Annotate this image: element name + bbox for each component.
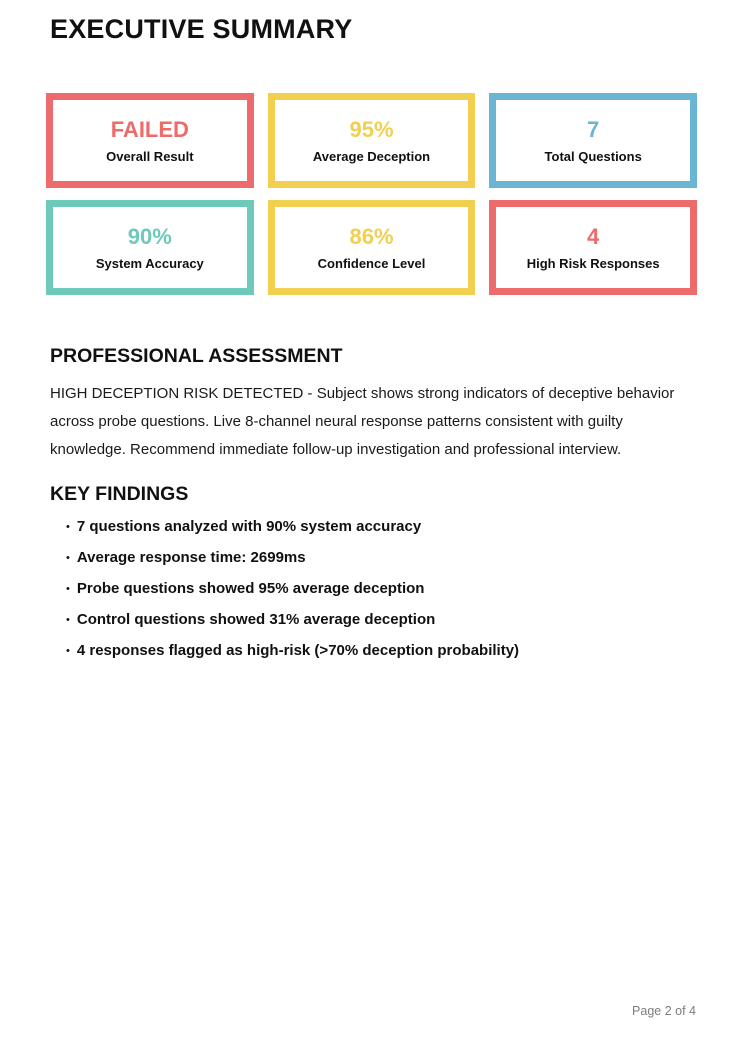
page-number: Page 2 of 4 (632, 1004, 696, 1018)
stat-card (46, 200, 254, 295)
finding-item: • Probe questions showed 95% average deception (66, 581, 686, 598)
key-findings-list (66, 519, 686, 674)
key-findings-heading: KEY FINDINGS (50, 483, 189, 505)
finding-item: • Average response time: 2699ms (66, 550, 686, 567)
stat-card-value: 86% (349, 223, 394, 249)
stat-card-value: FAILED (110, 116, 189, 142)
stat-card-value: 90% (127, 223, 172, 249)
stat-card-label: Average Deception (312, 148, 431, 164)
summary-cards-grid (46, 93, 697, 295)
professional-assessment-body: HIGH DECEPTION RISK DETECTED - Subject shows strong indicators of deceptive behavior across probe questions. Live 8-channel neural response patterns consistent with guilty knowledge. Recommend immediate follow-up investigation and professional interview. (50, 385, 675, 458)
stat-card-label: Overall Result (106, 148, 194, 164)
stat-card (268, 200, 476, 295)
stat-card (489, 93, 697, 188)
professional-assessment-heading: PROFESSIONAL ASSESSMENT (50, 345, 343, 367)
page-title: EXECUTIVE SUMMARY (50, 14, 353, 44)
stat-card-value: 95% (349, 116, 394, 142)
finding-item: • Control questions showed 31% average deception (66, 612, 686, 629)
stat-card-label: High Risk Responses (526, 255, 660, 271)
stat-card (268, 93, 476, 188)
stat-card-label: Confidence Level (317, 255, 426, 271)
stat-card-value: 7 (587, 116, 600, 142)
stat-card-label: Total Questions (544, 148, 642, 164)
stat-card-value: 4 (587, 223, 600, 249)
finding-item: • 7 questions analyzed with 90% system accuracy (66, 519, 686, 536)
stat-card (46, 93, 254, 188)
stat-card-label: System Accuracy (95, 255, 204, 271)
finding-item: • 4 responses flagged as high-risk (>70% deception probability) (66, 643, 686, 660)
stat-card (489, 200, 697, 295)
